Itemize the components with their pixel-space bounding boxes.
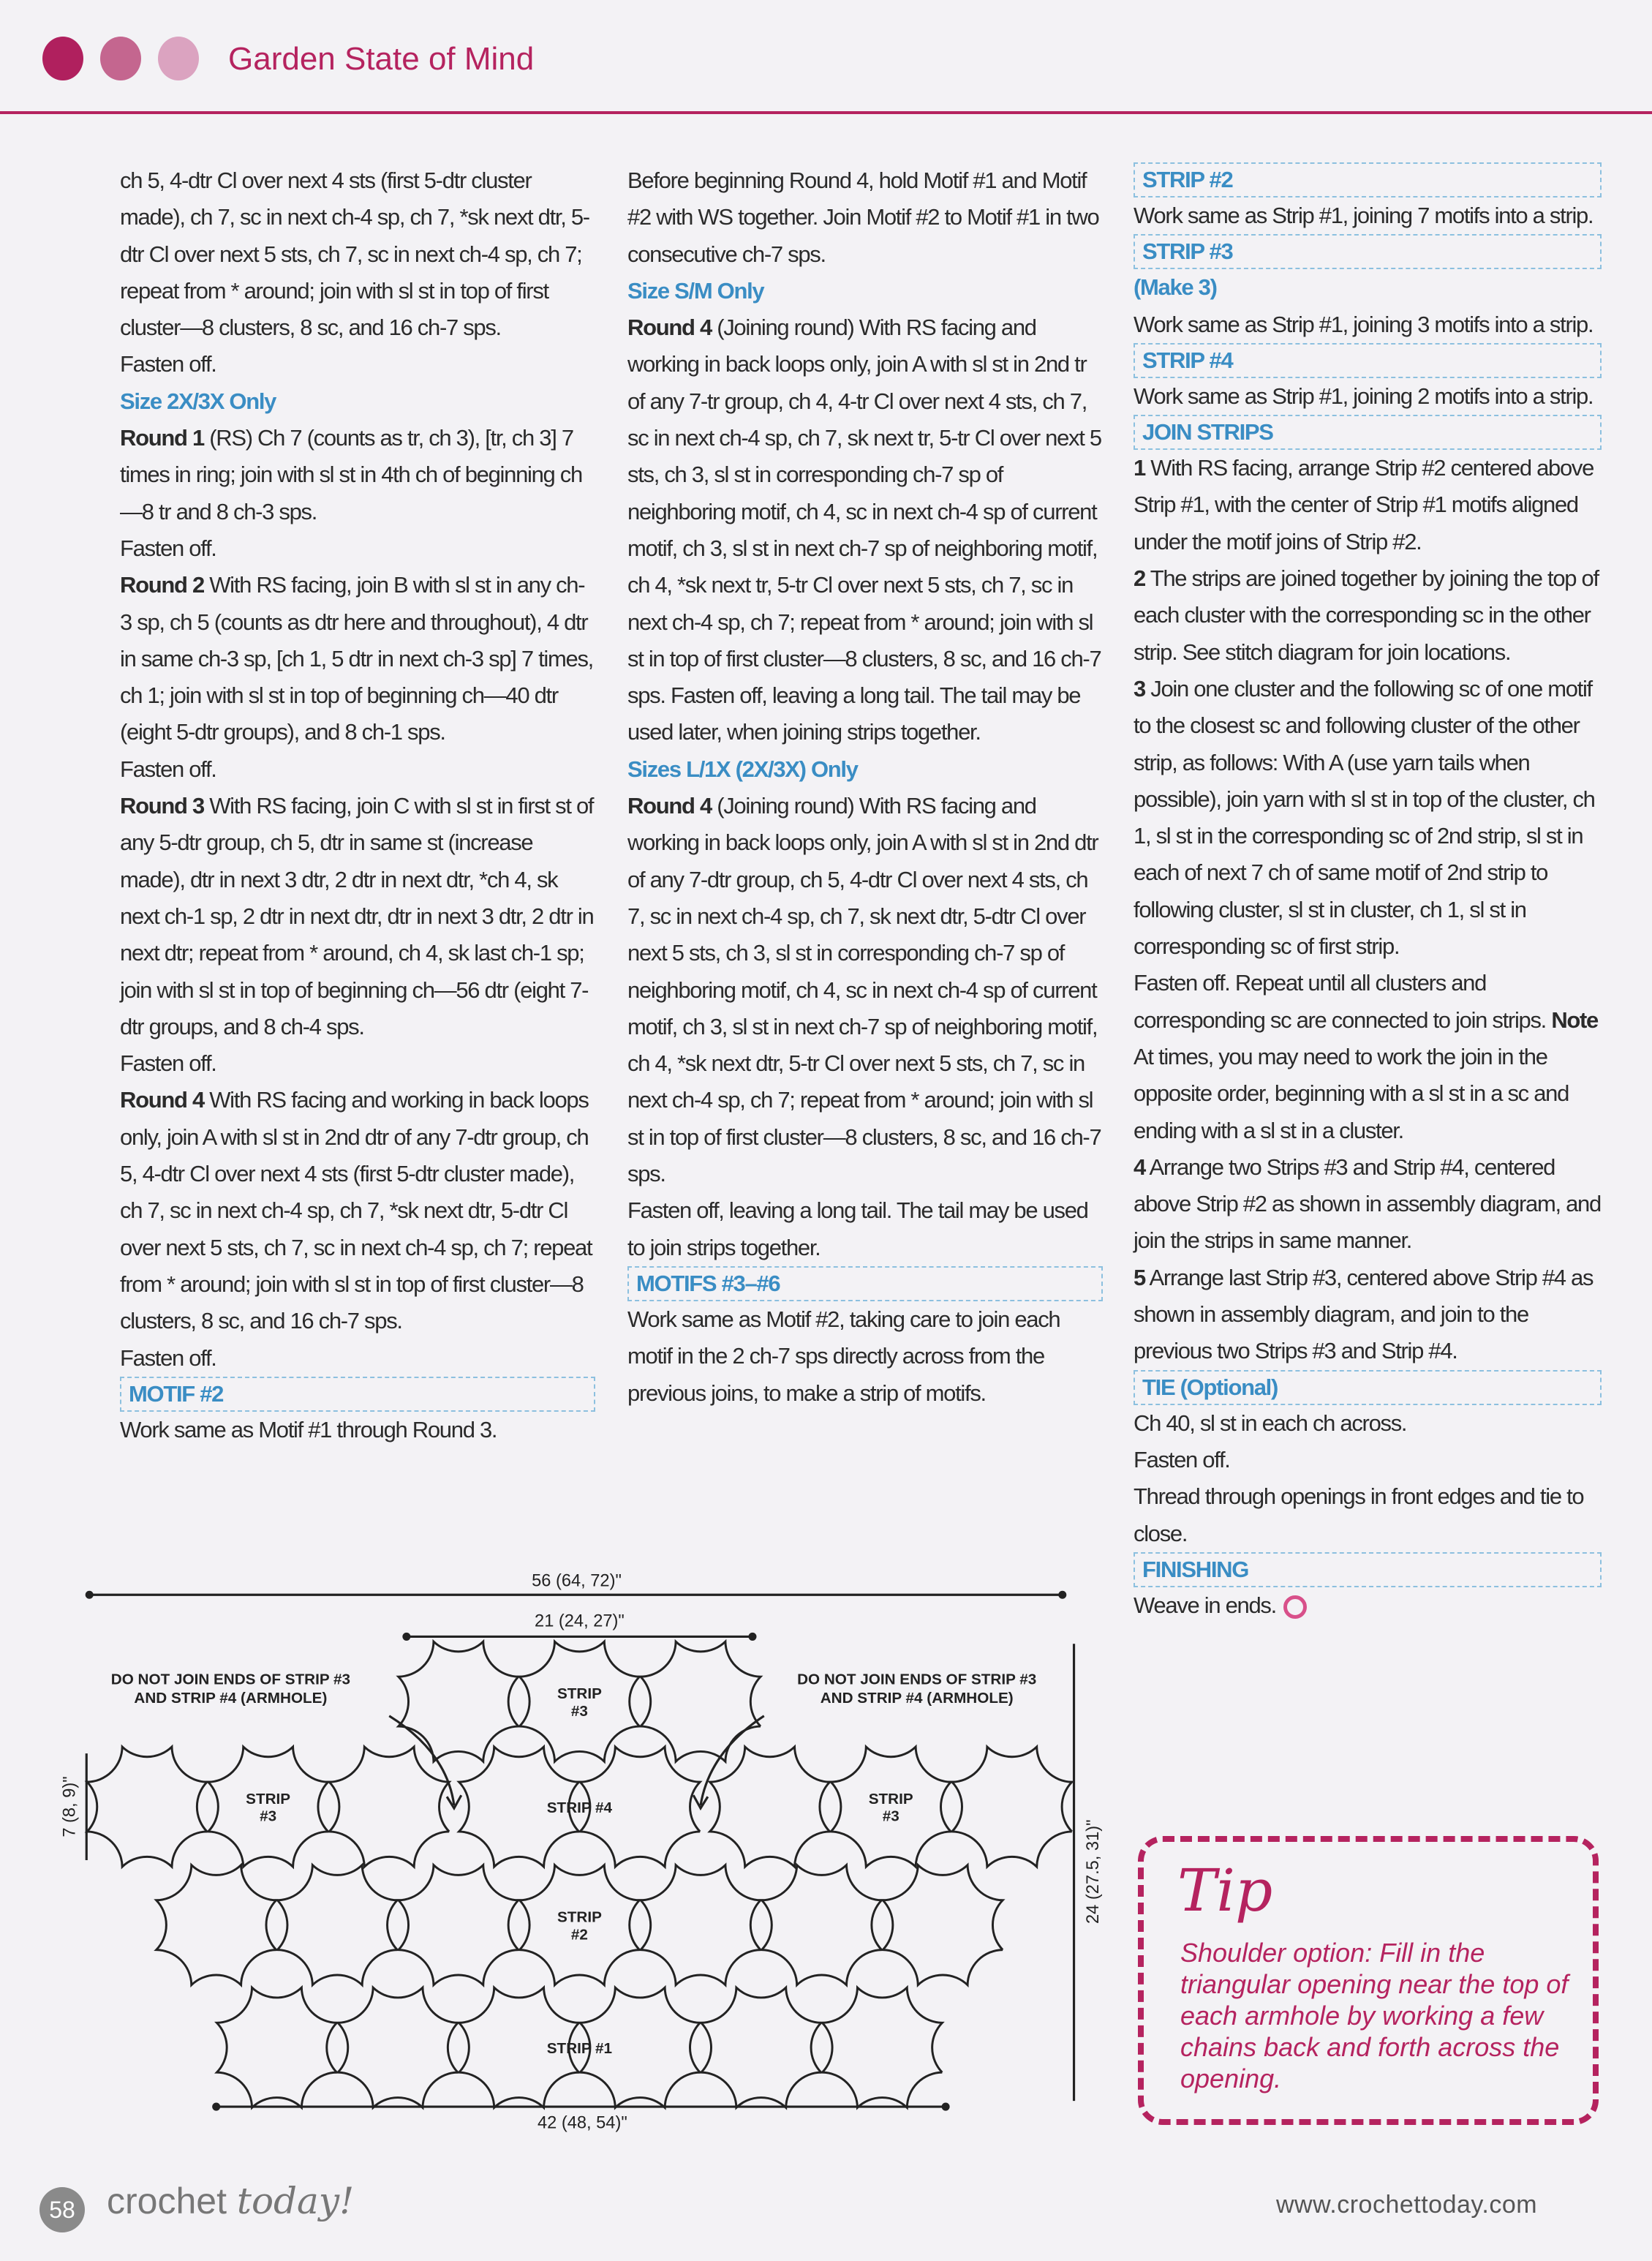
bold-label: Round 4 bbox=[627, 315, 712, 341]
text-run: Work same as Motif #1 through Round 3. bbox=[120, 1416, 497, 1442]
website-url[interactable]: www.crochettoday.com bbox=[1276, 2191, 1538, 2219]
bold-label: Round 1 bbox=[120, 425, 204, 451]
motif bbox=[329, 1747, 449, 1867]
text-run: With RS facing, arrange Strip #2 centered above Strip #1, with the center of Strip #1 motifs aligned under the motif joins of Strip #2. bbox=[1134, 455, 1594, 554]
top-width-label: 21 (24, 27)" bbox=[535, 1611, 625, 1631]
motif bbox=[399, 1641, 518, 1761]
motif bbox=[399, 1865, 518, 1985]
paragraph bbox=[1134, 560, 1602, 671]
text-run: Size 2X/3X Only bbox=[120, 388, 276, 414]
text-run: Work same as Motif #2, taking care to join each motif in the 2 ch-7 sps directly across from the previous joins, to make a strip of motifs. bbox=[627, 1306, 1060, 1406]
text-run: Work same as Strip #1, joining 3 motifs into a strip. bbox=[1134, 311, 1593, 337]
text-run: Fasten off. Repeat until all clusters and corresponding sc are connected to join strips. bbox=[1134, 970, 1552, 1033]
paragraph bbox=[120, 567, 595, 750]
section-heading bbox=[120, 383, 595, 420]
bold-label: 3 bbox=[1134, 675, 1145, 701]
armhole-note-left-1: DO NOT JOIN ENDS OF STRIP #3 bbox=[110, 1671, 351, 1688]
motif bbox=[883, 1865, 1003, 1985]
paragraph bbox=[1134, 1149, 1602, 1260]
header-dot-3 bbox=[158, 37, 199, 80]
text-run: With RS facing and working in back loops only, join A with sl st in 2nd dtr of any 7-dtr group, ch 5, 4-dtr Cl over next 4 sts (first 5-dtr cluster made), ch 7, sc in next ch-4 sp, ch 7, *sk next dtr, 5-dtr Cl over next 5 sts, ch 7, sc in next ch-4 sp, ch 7; repeat from * around; join with sl st in top of first cluster—8 clusters, 8 sc, and 16 ch-7 sps. bbox=[120, 1087, 592, 1334]
bold-label: Note bbox=[1551, 1007, 1598, 1033]
armhole-note-right-1: DO NOT JOIN ENDS OF STRIP #3 bbox=[797, 1671, 1037, 1688]
paragraph bbox=[120, 1045, 595, 1082]
text-run: JOIN STRIPS bbox=[1142, 419, 1273, 445]
text-run: (Joining round) With RS facing and working in back loops only, join A with sl st in 2nd dtr of any 7-dtr group, ch 5, 4-dtr Cl over next 4 sts, ch 7, sc in next ch-4 sp, ch 7, sk next dtr, 5-dtr Cl over next 5 sts, ch 3, sl st in corresponding ch-7 sp of neighboring motif, ch 4, sc in next ch-4 sp of current motif, ch 3, sl st in next ch-7 sp of neighboring motif, ch 4, *sk next dtr, 5-tr Cl over next 5 sts, ch 7, sc in next ch-4 sp, ch 7; repeat from * around; join with sl st in top of first cluster—8 clusters, 8 sc, and 16 ch-7 sps. bbox=[627, 793, 1101, 1187]
text-run: Work same as Strip #1, joining 2 motifs into a strip. bbox=[1134, 383, 1593, 409]
motif bbox=[216, 1987, 336, 2107]
motif bbox=[519, 1641, 639, 1761]
tip-box bbox=[1138, 1836, 1599, 2125]
bold-label: Round 3 bbox=[120, 793, 204, 819]
total-height-label: 24 (27.5, 31)" bbox=[1084, 1819, 1104, 1924]
magazine-logo bbox=[107, 2180, 354, 2222]
bold-label: 2 bbox=[1134, 565, 1145, 592]
strip-label: STRIP bbox=[557, 1685, 602, 1703]
strip-label: STRIP #4 bbox=[546, 1799, 613, 1816]
armhole-note-right-2: AND STRIP #4 (ARMHOLE) bbox=[820, 1690, 1014, 1707]
text-run: STRIP #4 bbox=[1142, 347, 1233, 373]
section-heading bbox=[627, 751, 1103, 788]
text-run: Fasten off. bbox=[1134, 1446, 1230, 1472]
paragraph bbox=[120, 1082, 595, 1339]
strip-label: #3 bbox=[260, 1807, 277, 1825]
paragraph bbox=[1134, 1260, 1602, 1370]
section-heading bbox=[1134, 162, 1602, 197]
motif bbox=[156, 1865, 276, 1985]
strip-label: STRIP bbox=[246, 1791, 291, 1808]
strip-label: #3 bbox=[570, 1702, 588, 1720]
bottom-width-label: 42 (48, 54)" bbox=[538, 2113, 627, 2133]
header-dot-2 bbox=[100, 37, 141, 80]
strip-label: #3 bbox=[882, 1807, 899, 1825]
text-run: Work same as Strip #1, joining 7 motifs into a strip. bbox=[1134, 203, 1593, 228]
motif bbox=[459, 1747, 579, 1867]
paragraph bbox=[627, 309, 1103, 751]
text-run: MOTIF #2 bbox=[129, 1380, 224, 1407]
section-heading bbox=[1134, 1370, 1602, 1405]
text-run: FINISHING bbox=[1142, 1556, 1249, 1582]
motif bbox=[641, 1641, 761, 1761]
motif bbox=[952, 1747, 1072, 1867]
paragraph bbox=[627, 1301, 1103, 1412]
motif bbox=[580, 1987, 700, 2107]
paragraph bbox=[1134, 671, 1602, 965]
paragraph bbox=[1134, 197, 1602, 234]
paragraph bbox=[120, 162, 595, 346]
bold-label: Round 4 bbox=[120, 1087, 204, 1113]
text-run: Fasten off. bbox=[120, 535, 216, 561]
strip-label: STRIP bbox=[868, 1791, 913, 1808]
bold-label: 4 bbox=[1134, 1154, 1145, 1180]
section-title: Garden State of Mind bbox=[228, 41, 535, 77]
text-run: TIE (Optional) bbox=[1142, 1374, 1278, 1400]
text-run: Fasten off, leaving a long tail. The tail may be used to join strips together. bbox=[627, 1197, 1088, 1260]
motif bbox=[822, 1987, 942, 2107]
paragraph bbox=[1134, 1405, 1602, 1442]
text-run: MOTIFS #3–#6 bbox=[636, 1270, 780, 1296]
end-mark-icon bbox=[1283, 1595, 1307, 1619]
section-heading bbox=[1134, 1552, 1602, 1587]
paragraph bbox=[120, 346, 595, 383]
text-run: Fasten off. bbox=[120, 351, 216, 377]
text-run: Weave in ends. bbox=[1134, 1592, 1276, 1618]
page-number: 58 bbox=[39, 2187, 85, 2232]
total-width-label: 56 (64, 72)" bbox=[532, 1571, 622, 1591]
section-heading bbox=[1134, 343, 1602, 378]
text-run: (RS) Ch 7 (counts as tr, ch 3), [tr, ch 3] 7 times in ring; join with sl st in 4th ch of beginning ch—8 tr and 8 ch-3 sps. bbox=[120, 425, 582, 524]
logo-text-a: crochet bbox=[107, 2181, 237, 2222]
motif bbox=[710, 1747, 830, 1867]
motif bbox=[519, 1865, 639, 1985]
bold-label: Round 4 bbox=[627, 793, 712, 819]
motif bbox=[277, 1865, 397, 1985]
header-dot-1 bbox=[42, 37, 83, 80]
motif bbox=[641, 1865, 761, 1985]
paragraph bbox=[120, 788, 595, 1045]
section-heading bbox=[1134, 269, 1602, 306]
tip-text: Shoulder option: Fill in the triangular opening near the top of each armhole by working a few chains back and forth across the opening. bbox=[1180, 1938, 1569, 2093]
paragraph bbox=[120, 751, 595, 788]
text-run: ch 5, 4-dtr Cl over next 4 sts (first 5-dtr cluster made), ch 7, sc in next ch-4 sp, ch 7, *sk next dtr, 5-dtr Cl over next 5 sts, ch 7, sc in next ch-4 sp, ch 7; repeat from * around; join with sl st in top of first cluster—8 clusters, 8 sc, and 16 ch-7 sps. bbox=[120, 168, 589, 341]
text-run: Fasten off. bbox=[120, 1050, 216, 1077]
text-run: Fasten off. bbox=[120, 756, 216, 782]
paragraph bbox=[1134, 965, 1602, 1148]
text-run: With RS facing, join B with sl st in any ch-3 sp, ch 5 (counts as dtr here and throughout), 4 dtr in same ch-3 sp, [ch 1, 5 dtr in next ch-3 sp] 7 times, ch 1; join with sl st in top of beginning ch—40 dtr (eight 5-dtr groups), and 8 ch-1 sps. bbox=[120, 572, 593, 745]
side-height-label: 7 (8, 9)" bbox=[60, 1776, 80, 1837]
paragraph bbox=[1134, 306, 1602, 343]
paragraph bbox=[627, 788, 1103, 1192]
text-run: Fasten off. bbox=[120, 1344, 216, 1371]
text-run: STRIP #3 bbox=[1142, 238, 1233, 265]
text-run: STRIP #2 bbox=[1142, 167, 1233, 192]
paragraph bbox=[1134, 450, 1602, 560]
motif bbox=[338, 1987, 458, 2107]
paragraph bbox=[120, 420, 595, 530]
text-run: Join one cluster and the following sc of one motif to the closest sc and following cluster of the other strip, as follows: With A (use yarn tails when possible), join yarn with sl st in top of the cluster, ch 1, sl st in the corresponding sc of 2nd strip, sl st in each of next 7 ch of same motif of 2nd strip to following cluster, sl st in cluster, ch 1, sl st in corresponding sc of first strip. bbox=[1134, 675, 1595, 960]
bold-label: 5 bbox=[1134, 1264, 1145, 1290]
text-run: The strips are joined together by joining the top of each cluster with the corresponding sc in the other strip. See stitch diagram for join locations. bbox=[1134, 565, 1599, 665]
paragraph bbox=[627, 1192, 1103, 1266]
arrow-right bbox=[701, 1716, 764, 1805]
column-1 bbox=[120, 162, 595, 1448]
paragraph bbox=[1134, 1587, 1602, 1624]
paragraph bbox=[1134, 378, 1602, 415]
text-run: Thread through openings in front edges and tie to close. bbox=[1134, 1483, 1584, 1546]
section-heading bbox=[120, 1377, 595, 1412]
motif bbox=[831, 1747, 951, 1867]
section-heading bbox=[627, 273, 1103, 309]
column-2 bbox=[627, 162, 1103, 1412]
header-rule bbox=[0, 111, 1652, 114]
motif bbox=[701, 1987, 821, 2107]
motif bbox=[87, 1747, 207, 1867]
text-run: At times, you may need to work the join in the opposite order, beginning with a sl st in a sc and ending with a sl st in a cluster. bbox=[1134, 1043, 1569, 1143]
bold-label: Round 2 bbox=[120, 572, 204, 598]
strip-label: STRIP #1 bbox=[546, 2040, 613, 2058]
paragraph bbox=[627, 162, 1103, 273]
text-run: (Make 3) bbox=[1134, 274, 1217, 301]
text-run: (Joining round) With RS facing and working in back loops only, join A with sl st in 2nd tr of any 7-tr group, ch 4, 4-tr Cl over next 4 sts, ch 7, sc in next ch-4 sp, ch 7, sk next tr, 5-tr Cl over next 5 sts, ch 3, sl st in corresponding ch-7 sp of neighboring motif, ch 4, sc in next ch-4 sp of current motif, ch 3, sl st in next ch-7 sp of neighboring motif, ch 4, *sk next tr, 5-tr Cl over next 5 sts, ch 7, sc in next ch-4 sp, ch 7; repeat from * around; join with sl st in top of first cluster—8 clusters, 8 sc, and 16 ch-7 sps. Fasten off, leaving a long tail. The tail may be used later, when joining strips together. bbox=[627, 315, 1101, 745]
paragraph bbox=[120, 1340, 595, 1377]
motif bbox=[762, 1865, 882, 1985]
strip-label: #2 bbox=[570, 1926, 588, 1944]
paragraph bbox=[1134, 1478, 1602, 1552]
text-run: Ch 40, sl st in each ch across. bbox=[1134, 1410, 1407, 1436]
section-heading bbox=[627, 1266, 1103, 1301]
paragraph bbox=[1134, 1442, 1602, 1478]
arrow-left bbox=[389, 1716, 454, 1805]
logo-text-b: today! bbox=[236, 2180, 355, 2222]
text-run: Size S/M Only bbox=[627, 277, 764, 304]
text-run: Sizes L/1X (2X/3X) Only bbox=[627, 756, 858, 782]
paragraph bbox=[120, 1412, 595, 1448]
armhole-note-left-2: AND STRIP #4 (ARMHOLE) bbox=[134, 1690, 328, 1707]
text-run: Arrange two Strips #3 and Strip #4, centered above Strip #2 as shown in assembly diagram, and join the strips in same manner. bbox=[1134, 1154, 1601, 1254]
strip-label: STRIP bbox=[557, 1908, 602, 1926]
motif bbox=[208, 1747, 328, 1867]
column-3 bbox=[1134, 162, 1602, 1624]
text-run: With RS facing, join C with sl st in first st of any 5-dtr group, ch 5, dtr in same st (increase made), dtr in next 3 dtr, 2 dtr in next dtr, *ch 4, sk next ch-1 sp, 2 dtr in next dtr, dtr in next 3 dtr, 2 dtr in next dtr; repeat from * around, ch 4, sk last ch-1 sp; join with sl st in top of beginning ch—56 dtr (eight 7-dtr groups, and 8 ch-4 sps. bbox=[120, 793, 594, 1039]
paragraph bbox=[120, 530, 595, 567]
bold-label: 1 bbox=[1134, 455, 1145, 481]
section-heading bbox=[1134, 415, 1602, 450]
tip-title: Tip bbox=[1177, 1856, 1273, 1925]
motif bbox=[459, 1987, 579, 2107]
motif bbox=[580, 1747, 700, 1867]
text-run: Before beginning Round 4, hold Motif #1 and Motif #2 with WS together. Join Motif #2 to Motif #1 in two consecutive ch-7 sps. bbox=[627, 168, 1099, 267]
section-heading bbox=[1134, 234, 1602, 269]
motif-shapes bbox=[87, 1641, 1072, 2107]
text-run: Arrange last Strip #3, centered above Strip #4 as shown in assembly diagram, and join to the previous two Strips #3 and Strip #4. bbox=[1134, 1264, 1593, 1364]
